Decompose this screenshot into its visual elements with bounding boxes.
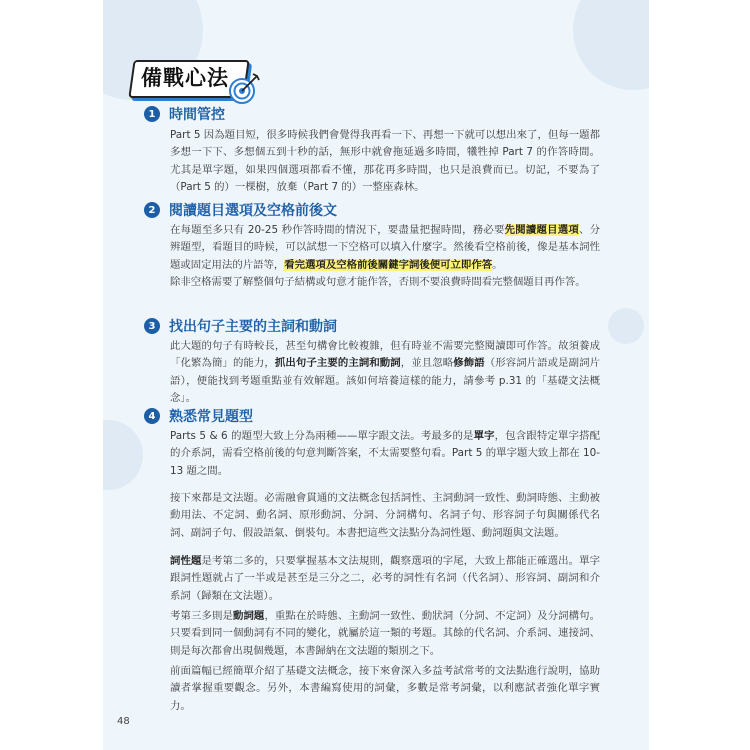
section-number-badge: 4 (144, 408, 160, 424)
section-paragraph (170, 428, 600, 480)
paragraph-text: ，並且忽略 (400, 357, 454, 370)
section-paragraph (170, 663, 600, 715)
paragraph-text: 前面篇幅已經簡單介紹了基礎文法概念，接下來會深入多益考試常考的文法點進行說明，協助讀者掌握重要觀念。另外，本書編寫使用的詞彙，多數是常考詞彙，以利應試者強化單字實力。 (170, 665, 600, 712)
section-paragraph (170, 608, 600, 660)
section-number-badge: 3 (144, 318, 160, 334)
decorative-circle (573, 0, 649, 90)
paragraph-text: ，重點在於時態、主動詞一致性、動狀詞（分詞、不定詞）及分詞構句。只要看到同一個動詞有不同的變化，就屬於這一類的考題。其餘的代名詞、介系詞、連接詞、則是每次都會出現個幾題，本書歸納在文法題的類別之下。 (170, 610, 601, 657)
paragraph-text: ，包含跟特定單字搭配的介系詞，需看空格前後的句意判斷答案，不太需要整句看。Part 5 的單字題大致上都在 10-13 題之間。 (170, 430, 601, 477)
decorative-circle (103, 420, 143, 490)
highlighted-text: 看完選項及空格前後關鍵字詞後便可立即作答 (284, 258, 493, 271)
page (103, 0, 649, 750)
header-title: 備戰心法 (141, 66, 229, 90)
paragraph-text: 是考第二多的，只要掌握基本文法規則，觀察選項的字尾，大致上都能正確選出。單字跟詞性題就占了一半或是甚至是三分之二，必考的詞性有名詞（代名詞）、形容詞、副詞和介系詞（歸類在文法題）。 (170, 555, 601, 602)
section-heading (144, 406, 253, 426)
bold-text: 單字 (473, 430, 495, 442)
decorative-circle (608, 308, 644, 344)
section-paragraph (170, 338, 600, 408)
section-title: 時間管控 (169, 107, 225, 123)
paragraph-text: Part 5 因為題目短，很多時候我們會覺得我再看一下、再想一下就可以想出來了，但每一題都多想一下下、多想個五到十秒的話，無形中就會拖延過多時間，犧牲掉 Part 7 的作答時間。尤其是單字題，如果四個選項都看不懂，那花再多時間，也只是浪費而已。切記，不要為了（Part 5 的）一棵樹，放棄（Part 7 的）一整座森林。 (170, 129, 600, 194)
paragraph-text: 考第三多則是 (170, 610, 233, 622)
paragraph-text: Parts 5 & 6 的題型大致上分為兩種——單字跟文法。考最多的是 (170, 430, 474, 442)
section-paragraph (170, 127, 600, 197)
page-number: 48 (117, 716, 130, 727)
section-title: 熟悉常見題型 (169, 409, 253, 425)
section-paragraph (170, 222, 600, 274)
section-number-badge: 2 (144, 202, 160, 218)
paragraph-text: 在每題至多只有 20-25 秒作答時間的情況下，要盡量把握時間，務必要 (170, 224, 505, 236)
bold-text: 詞性題 (170, 555, 202, 567)
section-paragraph (170, 553, 600, 605)
section-paragraph (170, 490, 600, 542)
section-number-badge: 1 (144, 106, 160, 122)
paragraph-text: 。 (492, 258, 503, 271)
bold-text: 抓出句子主要的主詞和動詞 (274, 357, 401, 370)
target-arrow-icon (227, 70, 263, 106)
section-heading (144, 316, 337, 336)
paragraph-text: （形容詞片語或是副詞片語），便能找到考題重點並有效解題。該如何培養這樣的能力，請參考 p.31 的「基礎文法概念」。 (170, 357, 601, 405)
paragraph-text: 此大題的句子有時較長，甚至句構會比較複雜，但有時並不需要完整閱讀即可作答。故須養成「化繁為簡」的能力， (170, 340, 600, 370)
bold-text: 動詞題 (232, 610, 265, 622)
section-title: 閱讀題目選項及空格前後文 (169, 203, 337, 219)
bold-text: 修飾語 (453, 357, 485, 370)
section-heading (144, 200, 337, 220)
paragraph-text: 接下來都是文法題。必需融會貫通的文法概念包括詞性、主詞動詞一致性、動詞時態、主動被動用法、不定詞、動名詞、原形動詞、分詞、分詞構句、名詞子句、形容詞子句與關係代名詞、副詞子句、假設語氣、倒裝句。本書把這些文法點分為詞性題、動詞題與文法題。 (170, 492, 600, 539)
section-title: 找出句子主要的主詞和動詞 (169, 319, 337, 335)
section-paragraph (170, 274, 600, 291)
paragraph-text: 除非空格需要了解整個句子結構或句意才能作答，否則不要浪費時間看完整個題目再作答。 (170, 276, 586, 288)
highlighted-text: 先閱讀題目選項 (504, 224, 580, 236)
section-heading (144, 104, 225, 124)
header-badge (131, 50, 249, 98)
paragraph-text: 、分辨題型，看題目的時候，可以試想一下空格可以填入什麼字。然後看空格前後，像是基本詞性題或固定用法的片語等， (170, 224, 601, 271)
